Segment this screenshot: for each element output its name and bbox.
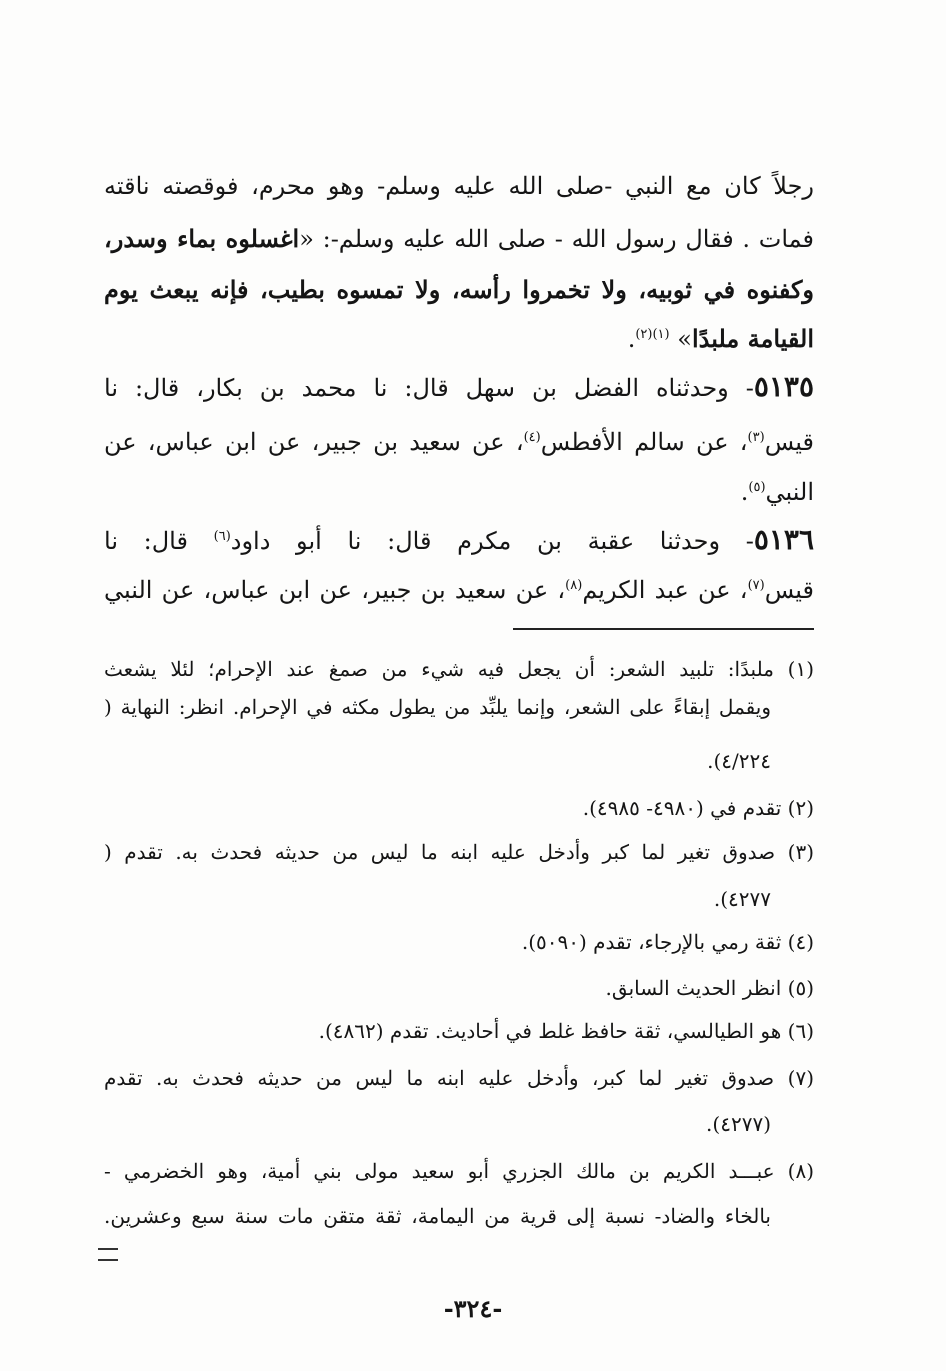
text-segment: - وحدثناه الفضل بن سهل قال: نا محمد بن بكار، قال: نا [104, 374, 754, 402]
bold-hadith-text: وكفنوه في ثوبيه، ولا تخمروا رأسه، ولا تمسوه بطيب، فإنه يبعث يوم [104, 275, 814, 304]
footnote-8 [104, 1153, 814, 1189]
footnote-text: ٤٢٧٧). [713, 887, 771, 911]
footnote-7 [104, 1060, 814, 1096]
footnote-1 [104, 651, 814, 687]
footnote-text: (٧) صدوق تغير لما كبر، وأدخل عليه ابنه ما ليس من حديثه فحدث به. تقدم [104, 1066, 814, 1090]
text-line-2 [104, 215, 814, 263]
bold-hadith-text: اغسلوه بماء وسدر، [104, 224, 300, 253]
footnote-text: (١) ملبدًا: تلبيد الشعر: أن يجعل فيه شيء من صمغ عند الإحرام؛ لئلا يشعث [104, 657, 814, 681]
hadith-5136-line-2 [104, 566, 814, 614]
footnote-text: (٢) تقدم في (٤٩٨٠- ٤٩٨٥). [582, 796, 814, 820]
footnote-text: بالخاء والضاد- نسبة إلى قرية من اليمامة، ثقة متقن مات سنة سبع وعشرين. [104, 1204, 771, 1228]
text-line-4 [104, 315, 814, 363]
hadith-5135-line-2 [104, 418, 814, 466]
hadith-5135-line-1 [104, 363, 814, 411]
footnote-text: ٤/٢٢٤). [707, 749, 771, 773]
bold-hadith-text: القيامة ملبدًا [691, 324, 814, 353]
text-segment: فمات . فقال رسول الله - صلى الله عليه وسلم-: « [299, 225, 814, 253]
footnote-marker: (٧) [747, 578, 765, 593]
footnote-marker: (٦) [213, 529, 231, 544]
text-segment: ، عن سالم الأفطس [540, 428, 748, 456]
footnote-marker: (٥) [748, 480, 766, 495]
footnote-6 [104, 1013, 814, 1049]
text-segment: قيس [764, 428, 814, 456]
text-segment: ، عن سعيد بن جبير، عن ابن عباس، عن النبي [104, 576, 566, 604]
footnote-text: (٨) عبـــد الكريم بن مالك الجزري أبو سعيد مولى بني أمية، وهو الخضرمي - [104, 1159, 814, 1183]
footnote-marker: (١) [652, 327, 670, 342]
text-segment: رجلاً كان مع النبي -صلى الله عليه وسلم- وهو محرم، فوقصته ناقته [104, 172, 814, 200]
footnote-1-cont [104, 689, 771, 725]
footnote-marker: (٣) [747, 430, 765, 445]
footnote-marker: (٨) [565, 578, 583, 593]
hadith-5136-line-1 [104, 516, 814, 564]
text-segment: ، عن سعيد بن جبير، عن ابن عباس، عن [104, 428, 524, 456]
text-segment: قال: نا [104, 527, 214, 555]
footnote-2 [104, 790, 814, 826]
page-number: -٣٢٤- [443, 1294, 503, 1323]
footnote-separator [513, 628, 814, 630]
text-segment: النبي [765, 478, 814, 506]
text-line-3 [104, 266, 814, 314]
footnote-text: (٣) صدوق تغير لما كبر وأدخل عليه ابنه ما ليس من حديثه فحدث به. تقدم ( [104, 840, 814, 864]
text-segment: ، عن عبد الكريم [582, 576, 748, 604]
footnote-8-cont [104, 1198, 771, 1234]
text-line-1 [104, 162, 814, 210]
footnote-5 [104, 970, 814, 1006]
footnote-marker: (٢) [635, 327, 653, 342]
footnote-text: (٥) انظر الحديث السابق. [605, 976, 814, 1000]
double-line-mark [98, 1248, 118, 1261]
footnote-text: ويقمل إبقاءً على الشعر، وإنما يلبِّد من يطول مكثه في الإحرام. انظر: النهاية ( [104, 695, 771, 719]
footnote-7-cont [104, 1106, 771, 1142]
quote-mark: » [677, 325, 692, 353]
hadith-number: ٥١٣٥ [753, 370, 814, 403]
text-segment: . [627, 325, 636, 353]
footnote-3-cont [104, 881, 771, 917]
footnote-4 [104, 924, 814, 960]
footnote-text: (٤) ثقة رمي بالإرجاء، تقدم (٥٠٩٠). [521, 930, 814, 954]
footnote-marker: (٤) [523, 430, 541, 445]
text-segment: . [740, 478, 749, 506]
footnote-3 [104, 834, 814, 870]
text-segment: - وحدثنا عقبة بن مكرم قال: نا أبو داود [230, 527, 754, 555]
footnote-1-cont [104, 743, 771, 779]
text-segment: قيس [764, 576, 814, 604]
hadith-number: ٥١٣٦ [753, 523, 814, 556]
footnote-text: (٤٢٧٧). [706, 1112, 771, 1136]
hadith-5135-line-3 [104, 468, 814, 516]
footnote-text: (٦) هو الطيالسي، ثقة حافظ غلط في أحاديث. تقدم (٤٨٦٢). [318, 1019, 814, 1043]
